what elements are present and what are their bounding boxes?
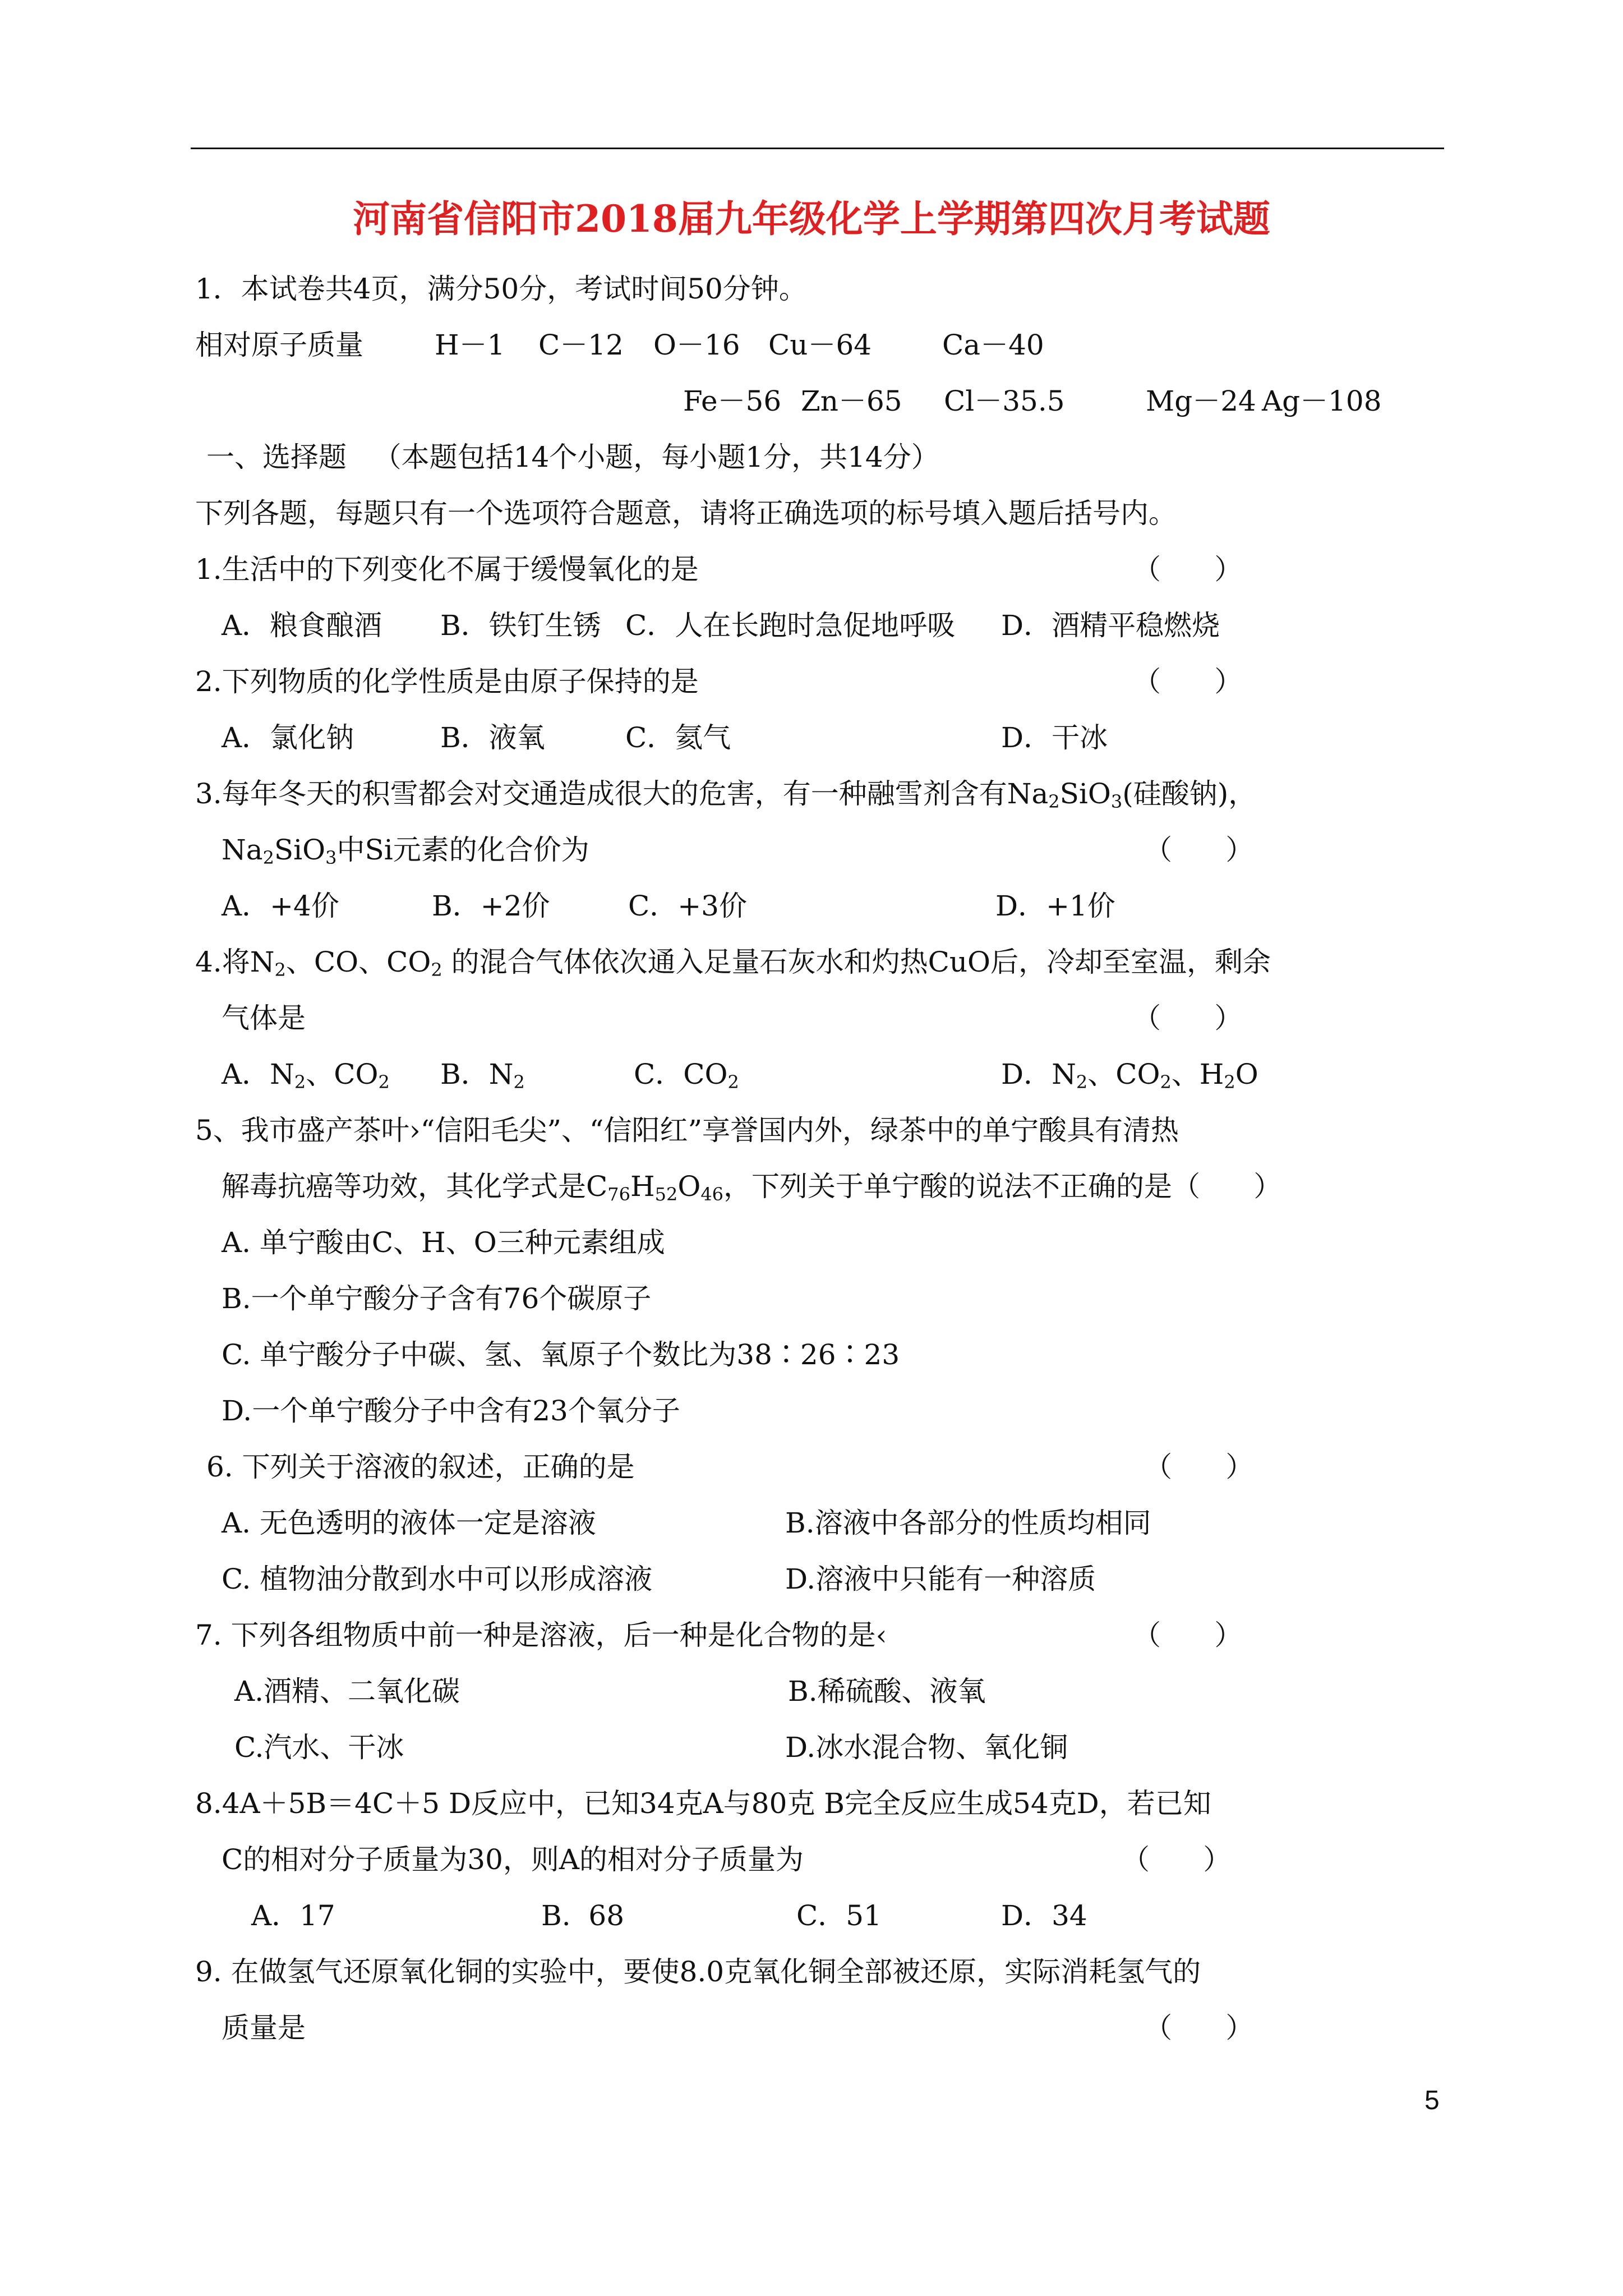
section-heading: 一、选择题 （本题包括14个小题，每小题1分，共14分） — [206, 441, 939, 473]
q3-option-b: B．+2价 — [432, 890, 550, 922]
q3-option-d: D．+1价 — [995, 890, 1115, 922]
q3-stem — [195, 771, 1256, 816]
instruction: 下列各题，每题只有一个选项符合题意，请将正确选项的标号填入题后括号内。 — [195, 497, 1177, 530]
q1-option-c: C．人在长跑时急促地呼吸 — [625, 609, 956, 642]
q3-stem-text: 3.每年冬天的积雪都会对交通造成很大的危害，有一种融雪剂含有 — [195, 777, 1007, 810]
q6-stem: 6. 下列关于溶液的叙述，正确的是 — [206, 1451, 635, 1483]
q2-stem: 2.下列物质的化学性质是由原子保持的是 — [195, 665, 699, 698]
page-title: 河南省信阳市2018届九年级化学上学期第四次月考试题 — [353, 197, 1270, 241]
q6-option-c: C. 植物油分散到水中可以形成溶液 — [222, 1563, 653, 1595]
q2-option-d: D．干冰 — [1001, 721, 1108, 754]
q7-option-a: A.酒精、二氧化碳 — [234, 1675, 460, 1708]
q8-option-a: A．17 — [251, 1899, 335, 1932]
atomic-mass-h: H－1 — [435, 329, 505, 361]
q2-option-c: C．氦气 — [625, 721, 731, 754]
atomic-mass-ca: Ca－40 — [942, 329, 1044, 361]
q4-option-d: D．$N_2$、$CO_2$、$H_2O$ — [1001, 1058, 1258, 1093]
q8-option-c: C．51 — [796, 1899, 882, 1932]
q4-stem: 4.将$N_2$、CO、$CO_2$ 的混合气体依次通入足量石灰水和灼热CuO后，冷却至室温，剩余 — [195, 946, 1271, 981]
atomic-mass-mg: Mg－24 — [1146, 385, 1256, 417]
atomic-mass-o: O－16 — [653, 329, 740, 361]
q3-stem-line2 — [222, 827, 589, 872]
q4-answer-paren: （ ） — [1133, 1002, 1243, 1034]
atomic-mass-zn: Zn－65 — [801, 385, 902, 417]
q7-answer-paren: （ ） — [1133, 1619, 1243, 1651]
q6-option-d: D.溶液中只能有一种溶质 — [785, 1563, 1096, 1595]
q3-option-a: A．+4价 — [222, 890, 339, 922]
q6-option-a: A. 无色透明的液体一定是溶液 — [222, 1507, 596, 1539]
q1-option-a: A．粮食酿酒 — [222, 609, 382, 642]
atomic-mass-ag: Ag－108 — [1262, 385, 1382, 417]
q3-stem-text-2: 中Si元素的化合价为 — [336, 834, 589, 866]
atomic-mass-fe: Fe－56 — [683, 385, 782, 417]
atomic-mass-c: C－12 — [538, 329, 624, 361]
exam-note: 1．本试卷共4页，满分50分，考试时间50分钟。 — [195, 273, 807, 305]
q5-option-b: B.一个单宁酸分子含有76个碳原子 — [222, 1282, 652, 1315]
q3-stem-note: (硅酸钠)， — [1122, 777, 1257, 810]
q6-option-b: B.溶液中各部分的性质均相同 — [785, 1507, 1151, 1539]
q8-stem-line2: C的相对分子质量为30，则A的相对分子质量为 — [222, 1843, 804, 1876]
q5-option-d: D.一个单宁酸分子中含有23个氧分子 — [222, 1395, 680, 1427]
q4-option-a: A．$N_2$、$CO_2$ — [222, 1058, 390, 1093]
q9-stem: 9. 在做氢气还原氧化铜的实验中，要使8.0克氧化铜全部被还原，实际消耗氢气的 — [195, 1955, 1201, 1988]
q2-option-b: B．液氧 — [440, 721, 545, 754]
q3-answer-paren: （ ） — [1144, 834, 1254, 866]
q9-stem-line2: 质量是 — [222, 2012, 306, 2044]
q3-formula: $Na_2SiO_3$ — [1007, 777, 1123, 812]
q9-answer-paren: （ ） — [1144, 2012, 1254, 2044]
q3-formula-2: $Na_2SiO_3$ — [222, 834, 337, 868]
q5-stem: 5、我市盛产茶叶›“信阳毛尖”、“信阳红”享誉国内外，绿茶中的单宁酸具有清热 — [195, 1114, 1179, 1147]
q7-option-b: B.稀硫酸、液氧 — [788, 1675, 986, 1708]
q5-option-a: A. 单宁酸由C、H、O三种元素组成 — [222, 1226, 665, 1259]
q7-option-d: D.冰水混合物、氧化铜 — [785, 1731, 1068, 1764]
q2-answer-paren: （ ） — [1133, 665, 1243, 698]
q4-stem-line2: 气体是 — [222, 1002, 306, 1034]
q1-answer-paren: （ ） — [1133, 553, 1243, 586]
q6-answer-paren: （ ） — [1144, 1451, 1254, 1483]
q5-option-c: C. 单宁酸分子中碳、氢、氧原子个数比为38∶26∶23 — [222, 1338, 900, 1371]
q8-answer-paren: （ ） — [1122, 1843, 1232, 1876]
page-number: 5 — [1424, 2086, 1440, 2115]
q4-option-b: B．$N_2$ — [440, 1058, 525, 1093]
q8-option-b: B. 68 — [541, 1899, 625, 1932]
q1-stem: 1.生活中的下列变化不属于缓慢氧化的是 — [195, 553, 699, 586]
q4-option-c: C．$CO_2$ — [634, 1058, 739, 1093]
atomic-mass-label: 相对原子质量 — [195, 329, 363, 361]
atomic-mass-cl: Cl－35.5 — [944, 385, 1065, 417]
q3-option-c: C．+3价 — [628, 890, 747, 922]
q7-stem: 7. 下列各组物质中前一种是溶液，后一种是化合物的是‹ — [195, 1619, 887, 1651]
q5-stem-line2: 解毒抗癌等功效，其化学式是$C_{76}H_{52}O_{46}$，下列关于单宁酸的说法不正确的是（ ） — [222, 1170, 1282, 1205]
q8-option-d: D．34 — [1001, 1899, 1087, 1932]
header-rule — [191, 148, 1444, 149]
q1-option-d: D．酒精平稳燃烧 — [1001, 609, 1220, 642]
q7-option-c: C.汽水、干冰 — [234, 1731, 404, 1764]
q8-stem: 8.4A＋5B＝4C＋5 D反应中，已知34克A与80克 B完全反应生成54克D，若已知 — [195, 1787, 1211, 1820]
q2-option-a: A．氯化钠 — [222, 721, 354, 754]
atomic-mass-cu: Cu－64 — [768, 329, 872, 361]
q1-option-b: B．铁钉生锈 — [440, 609, 601, 642]
